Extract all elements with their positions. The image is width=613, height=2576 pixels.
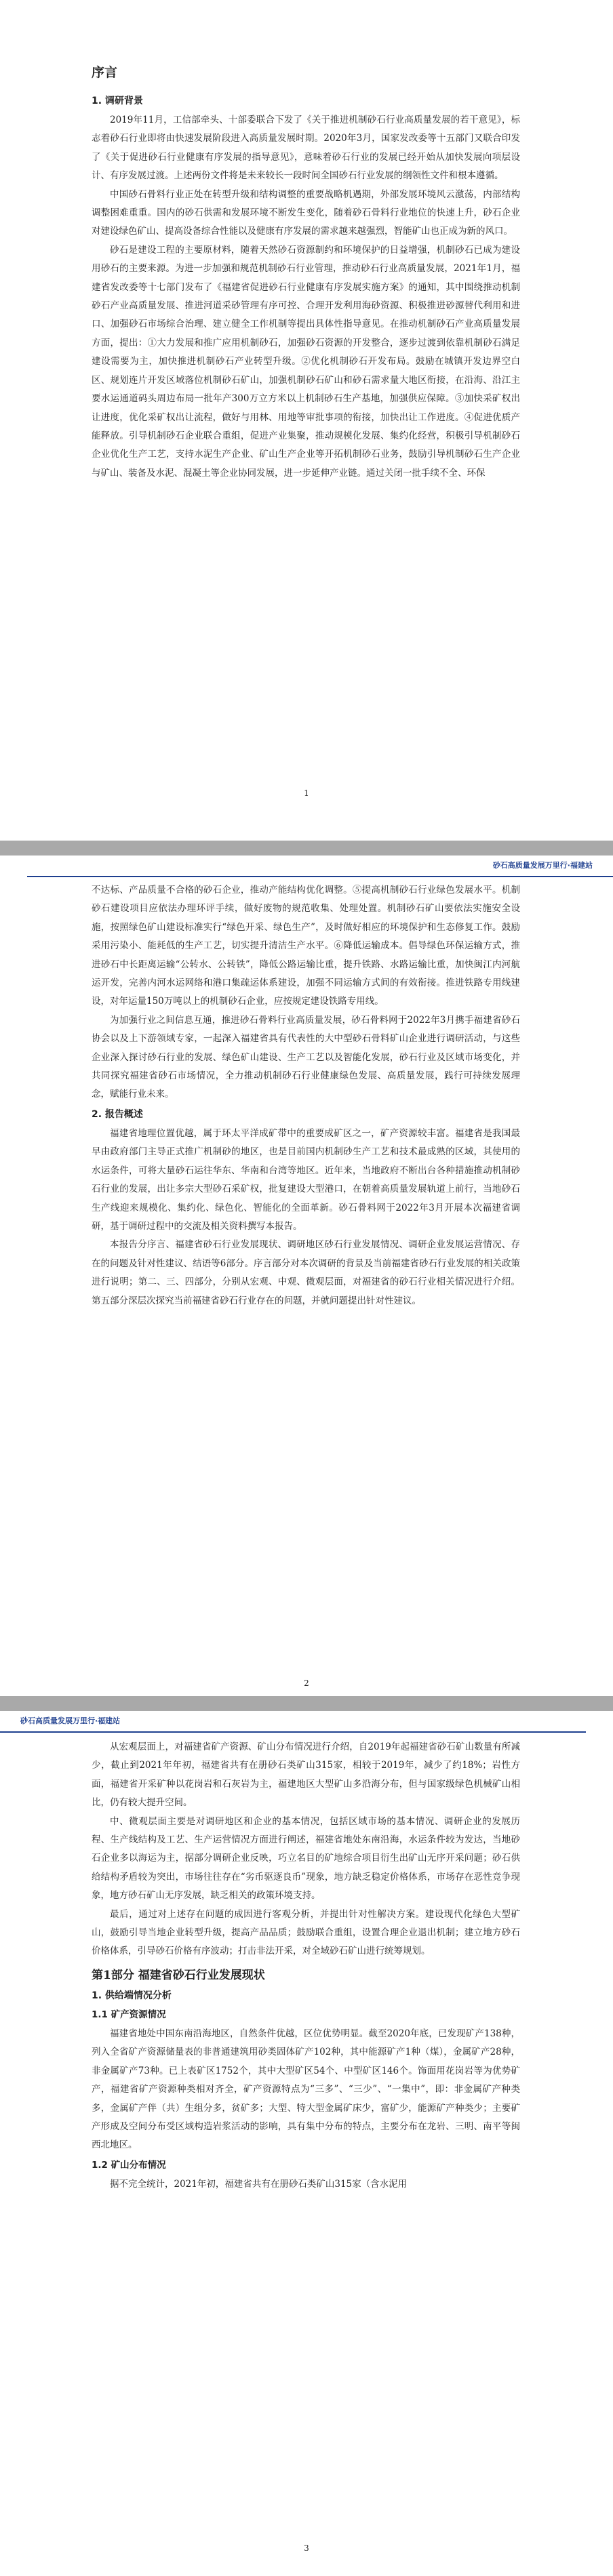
paragraph: 据不完全统计，2021年初，福建省共有在册砂石类矿山315家（含水泥用 — [110, 2178, 408, 2190]
running-header: 砂石高质量发展万里行·福建站 — [492, 861, 593, 870]
paragraph: 最后，通过对上述存在问题的成因进行客观分析，并提出针对性解决方案。建设现代化绿色大型矿山，鼓励引导当地企业转型升级，提高产品品质；鼓励联合重组，设置合理企业退出机制；建立地方砂石价格体系，引导砂石价格有序波动；打击非法开采，对全域砂石矿山进行统筹规划。 — [92, 1908, 520, 1957]
page1-content — [92, 62, 520, 483]
paragraph: 不达标、产品质量不合格的砂石企业，推动产能结构优化调整。⑤提高机制砂石行业绿色发展水平。机制砂石建设项目应依法办理环评手续，做好废物的规范收集、处理处置。机制砂石矿山要依法实施安全设施，按照绿色矿山建设标准实行“绿色开采、绿色生产”，及时做好相应的环境保护和生态修复工作。鼓励采用污染小、能耗低的生产工艺，切实提升清洁生产水平。⑥降低运输成本。倡导绿色环保运输方式，推进砂石中长距离运输“公转水、公转铁”，降低公路运输比重，提升铁路、水路运输比重，加快闽江内河航运开发，完善内河水运网络和港口集疏运体系建设，加强不同运输方式间的有效衔接。推进铁路专用线建设，对年运量150万吨以上的机制砂石企业，应按规定建设铁路专用线。 — [92, 885, 520, 1007]
preface-title: 序言 — [92, 65, 118, 80]
part-title: 第1部分 福建省砂石行业发展现状 — [92, 1968, 265, 1982]
paragraph: 从宏观层面上，对福建省矿产资源、矿山分布情况进行介绍，自2019年起福建省砂石矿山数量有所减少，截止到2021年年初，福建省共有在册砂石类矿山315家，相较于2019年，减少了约18%；岩性方面，福建省开采矿种以花岗岩和石灰岩为主，福建地区大型矿山多沿海分布，但与国家级绿色机械矿山相比，仍有较大提升空间。 — [92, 1742, 520, 1809]
subsection-mineral-resources: 1.1 矿产资源情况 — [92, 2009, 166, 2020]
section-research-background: 1. 调研背景 — [92, 96, 143, 106]
page3-content — [92, 1738, 520, 2194]
document-page-1 — [0, 0, 613, 841]
subsection-mine-distribution: 1.2 矿山分布情况 — [92, 2159, 166, 2171]
paragraph: 福建省地处中国东南沿海地区，自然条件优越，区位优势明显。截至2020年底，已发现矿产138种，列入全省矿产资源储量表的非普通建筑用砂类固体矿产102种，其中能源矿产1种（煤），金属矿产28种，非金属矿产73种。已上表矿区1752个，其中大型矿区54个、中型矿区146个。饰面用花岗岩等为优势矿产，福建省矿产资源种类相对齐全，矿产资源特点为“三多”、“三少”、“一集中”，即：非金属矿产种类多，金属矿产伴（共）生组分多，贫矿多；大型、特大型金属矿床少，富矿少，能源矿产种类少；主要矿产形成及空间分布受区域构造岩浆活动的影响，具有集中分布的特点，主要分布在龙岩、三明、南平等闽西北地区。 — [92, 2028, 520, 2151]
section-supply-analysis: 1. 供给端情况分析 — [92, 1990, 172, 2001]
paragraph: 福建省地理位置优越，属于环太平洋成矿带中的重要成矿区之一，矿产资源较丰富。福建省是我国最早由政府部门主导正式推广机制砂的地区，也是目前国内机制砂生产工艺和技术最成熟的区域，其使用的水运条件，可将大量砂石运往华东、华南和台湾等地区。近年来，当地政府不断出台各种措施推动机制砂石行业的发展，出让多宗大型砂石采矿权，批复建设大型港口，在朝着高质量发展轨道上前行，当地砂石生产线迎来规模化、集约化、绿色化、智能化的全面革新。砂石骨料网于2022年3月开展本次福建省调研，基于调研过程中的交流及相关资料撰写本报告。 — [92, 1127, 520, 1232]
document-page-3 — [0, 1711, 613, 2576]
paragraph: 2019年11月，工信部牵头、十部委联合下发了《关于推进机制砂石行业高质量发展的若干意见》，标志着砂石行业即将由快速发展阶段进入高质量发展时期。2020年3月，国家发改委等十五部门又联合印发了《关于促进砂石行业健康有序发展的指导意见》，意味着砂石行业的发展已经开始从加快发展向项层设计、有序发展过渡。上述两份文件将是未来较长一段时间全国砂石行业发展的纲领性文件和根本遵循。 — [92, 115, 520, 182]
paragraph: 为加强行业之间信息互通，推进砂石骨料行业高质量发展，砂石骨料网于2022年3月携手福建省砂石协会以及上下游领域专家，一起深入福建省具有代表性的大中型砂石骨料矿山企业进行调研活动，与这些企业深入探讨砂石行业的发展、绿色矿山建设、生产工艺以及智能化发展，砂石行业及区域市场变化，并共同探究福建省砂石市场情况，全力推动机制砂石行业健康绿色发展、高质量发展，践行可持续发展理念，赋能行业未来。 — [92, 1014, 520, 1100]
paragraph: 中国砂石骨料行业正处在转型升级和结构调整的重要战略机遇期，外部发展环境风云激荡，内部结构调整困难重重。国内的砂石供需和发展环境不断发生变化，随着砂石骨料行业地位的快速上升，砂石企业对建设绿色矿山、提高设备综合性能以及健康有序发展的需求越来越强烈，智能矿山也正成为新的风口。 — [92, 188, 520, 237]
page-number: 1 — [304, 788, 309, 798]
document-page-2 — [0, 856, 613, 1696]
header-rule — [0, 1731, 586, 1733]
running-header: 砂石高质量发展万里行·福建站 — [20, 1716, 121, 1725]
page-number: 3 — [304, 2543, 309, 2553]
page-number: 2 — [304, 1678, 309, 1688]
section-report-overview: 2. 报告概述 — [92, 1108, 143, 1120]
paragraph: 砂石是建设工程的主要原材料，随着天然砂石资源制约和环境保护的日益增强，机制砂石已成为建设用砂石的主要来源。为进一步加强和规范机制砂石行业管理，推动砂石行业高质量发展，2021年1月，福建省发改委等十七部门发布了《福建省促进砂石行业健康有序发展实施方案》的通知，其中围绕推动机制砂石产业高质量发展、推进河道采砂管理有序可控、合理开发利用海砂资源、积极推进砂源替代利用和进口、加强砂石市场综合治理、建立健全工作机制等提出具体性指导意见。在推动机制砂石产业高质量发展方面，提出：①大力发展和推广应用机制砂石，加强砂石资源的开发整合，逐步过渡到依靠机制砂石满足建设需要为主，加快推进机制砂石产业转型升级。②优化机制砂石开发布局。鼓励在城镇开发边界空白区、规划连片开发区域落位机制砂石矿山，加强机制砂石矿山和砂石需求量大地区衔接，在沿海、沿江主要水运通道码头周边布局一批年产300万立方米以上机制砂石生产基地，加强供应保障。③加快采矿权出让进度，优化采矿权出让流程，做好与用林、用地等审批事项的衔接，加快出让工作进度。④促进优质产能释放。引导机制砂石企业联合重组，促进产业集聚，推动规模化发展、集约化经营，积极引导机制砂石企业优化生产工艺，支持水泥生产企业、矿山生产企业等开拓机制砂石业务，鼓励引导机制砂石生产企业与矿山、装备及水泥、混凝土等企业协同发展，进一步延伸产业链。通过关闭一批手续不全、环保 — [92, 244, 520, 479]
paragraph: 本报告分序言、福建省砂石行业发展现状、调研地区砂石行业发展情况、调研企业发展运营情况、存在的问题及针对性建议、结语等6部分。序言部分对本次调研的背景及当前福建省砂石行业发展的相关政策进行说明；第二、三、四部分，分别从宏观、中观、微观层面，对福建省的砂石行业相关情况进行介绍。第五部分深层次探究当前福建省砂石行业存在的问题，并就问题提出针对性建议。 — [92, 1239, 520, 1306]
page2-content — [92, 881, 520, 1310]
header-rule — [27, 876, 613, 877]
paragraph: 中、微观层面主要是对调研地区和企业的基本情况，包括区域市场的基本情况、调研企业的发展历程、生产线结构及工艺、生产运营情况方面进行阐述，福建省地处东南沿海，水运条件较为发达，当地砂石企业多以海运为主，据部分调研企业反映，巧立名目的矿地综合项目衍生出矿山无序开采问题；砂石供给结构矛盾较为突出，市场往往存在“劣币驱逐良币”现象，地方缺乏稳定价格体系，市场存在恶性竞争现象，地方砂石矿山无序发展，缺乏相关的政策环境支持。 — [92, 1815, 520, 1901]
